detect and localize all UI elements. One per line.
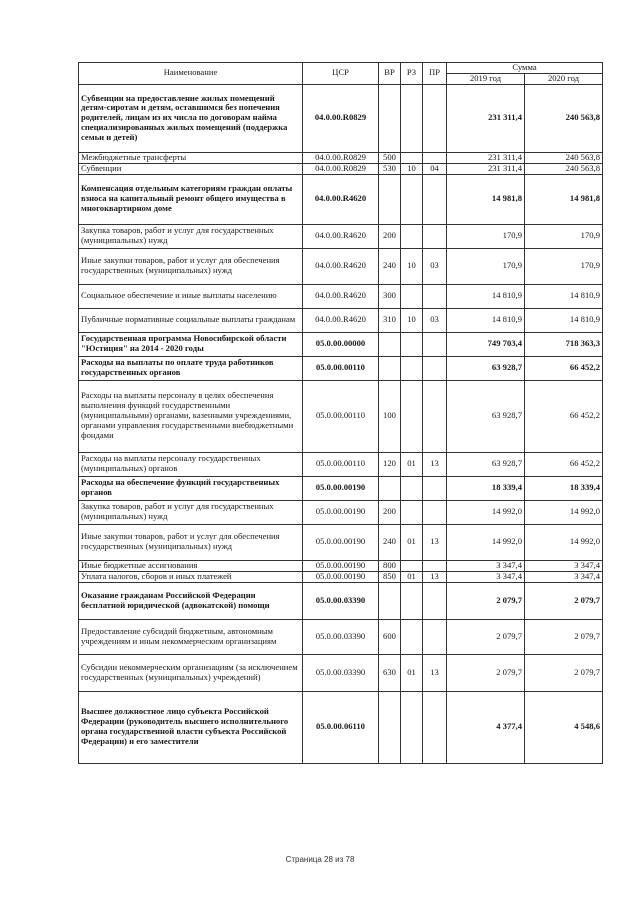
cell-csr: 04.0.00.R0829 [303, 163, 379, 174]
table-row [79, 619, 603, 654]
cell-name: Иные закупки товаров, работ и услуг для обеспечения государственных (муниципальных) нужд [79, 248, 303, 284]
cell-rz [401, 284, 423, 308]
cell-2019: 2 079,7 [447, 582, 525, 619]
cell-2020: 14 992,0 [525, 500, 603, 524]
cell-2019: 170,9 [447, 248, 525, 284]
cell-pr: 13 [423, 452, 447, 476]
cell-vr: 800 [379, 560, 401, 571]
cell-csr: 05.0.00.00000 [303, 332, 379, 356]
cell-pr: 13 [423, 571, 447, 582]
cell-name: Закупка товаров, работ и услуг для государственных (муниципальных) нужд [79, 500, 303, 524]
table-row [79, 356, 603, 380]
cell-rz [401, 619, 423, 654]
cell-2019: 2 079,7 [447, 619, 525, 654]
cell-name: Субсидии некоммерческим организациям (за исключением государственных (муниципальных) учреждений) [79, 654, 303, 691]
cell-2019: 63 928,7 [447, 452, 525, 476]
cell-vr: 630 [379, 654, 401, 691]
cell-pr [423, 582, 447, 619]
cell-name: Иные бюджетные ассигнования [79, 560, 303, 571]
cell-csr: 05.0.00.00110 [303, 356, 379, 380]
table-row [79, 582, 603, 619]
cell-name: Предоставление субсидий бюджетным, автономным учреждениям и иным некоммерческим организациям [79, 619, 303, 654]
cell-2019: 3 347,4 [447, 560, 525, 571]
cell-2020: 3 347,4 [525, 571, 603, 582]
cell-csr: 05.0.00.00190 [303, 524, 379, 560]
table-row [79, 84, 603, 152]
cell-2020: 14 981,8 [525, 174, 603, 224]
cell-rz [401, 582, 423, 619]
cell-rz [401, 224, 423, 248]
cell-name: Социальное обеспечение и иные выплаты населению [79, 284, 303, 308]
cell-rz [401, 152, 423, 163]
cell-pr [423, 500, 447, 524]
table-row [79, 248, 603, 284]
cell-vr [379, 582, 401, 619]
cell-vr: 200 [379, 500, 401, 524]
cell-2020: 170,9 [525, 248, 603, 284]
cell-name: Уплата налогов, сборов и иных платежей [79, 571, 303, 582]
cell-csr: 04.0.00.R0829 [303, 152, 379, 163]
cell-2019: 170,9 [447, 224, 525, 248]
cell-vr: 100 [379, 380, 401, 452]
cell-rz [401, 560, 423, 571]
cell-csr: 05.0.00.06110 [303, 691, 379, 763]
cell-vr: 240 [379, 248, 401, 284]
cell-vr [379, 691, 401, 763]
table-row [79, 500, 603, 524]
cell-2020: 2 079,7 [525, 654, 603, 691]
cell-name: Расходы на выплаты по оплате труда работников государственных органов [79, 356, 303, 380]
cell-csr: 04.0.00.R0829 [303, 84, 379, 152]
table-row [79, 163, 603, 174]
table-row [79, 524, 603, 560]
cell-2020: 718 363,3 [525, 332, 603, 356]
cell-name: Иные закупки товаров, работ и услуг для обеспечения государственных (муниципальных) нужд [79, 524, 303, 560]
cell-rz: 01 [401, 524, 423, 560]
cell-rz: 10 [401, 163, 423, 174]
cell-vr: 600 [379, 619, 401, 654]
cell-2019: 3 347,4 [447, 571, 525, 582]
cell-rz [401, 476, 423, 500]
col-header-vr: ВР [379, 63, 401, 85]
table-row [79, 308, 603, 332]
cell-name: Расходы на выплаты персоналу в целях обеспечения выполнения функций государственными (муниципальными) органами, казенными учреждениями, органами управления государственными внебюджетными фондами [79, 380, 303, 452]
cell-pr [423, 560, 447, 571]
cell-rz: 10 [401, 248, 423, 284]
cell-vr: 120 [379, 452, 401, 476]
cell-rz: 10 [401, 308, 423, 332]
cell-2019: 4 377,4 [447, 691, 525, 763]
col-header-2019: 2019 год [447, 73, 525, 84]
cell-rz: 01 [401, 452, 423, 476]
cell-name: Компенсация отдельным категориям граждан оплаты взноса на капитальный ремонт общего имущества в многоквартирном доме [79, 174, 303, 224]
cell-pr [423, 224, 447, 248]
cell-pr: 13 [423, 524, 447, 560]
cell-vr: 200 [379, 224, 401, 248]
cell-name: Государственная программа Новосибирской области "Юстиция" на 2014 - 2020 годы [79, 332, 303, 356]
cell-2019: 18 339,4 [447, 476, 525, 500]
cell-vr: 240 [379, 524, 401, 560]
col-header-2020: 2020 год [525, 73, 603, 84]
cell-2019: 14 992,0 [447, 500, 525, 524]
cell-2020: 14 810,9 [525, 308, 603, 332]
cell-name: Расходы на выплаты персоналу государственных (муниципальных) органов [79, 452, 303, 476]
cell-name: Расходы на обеспечение функций государственных органов [79, 476, 303, 500]
col-header-pr: ПР [423, 63, 447, 85]
cell-rz [401, 691, 423, 763]
table-row [79, 476, 603, 500]
cell-name: Публичные нормативные социальные выплаты гражданам [79, 308, 303, 332]
table-row [79, 452, 603, 476]
cell-rz [401, 174, 423, 224]
cell-pr [423, 284, 447, 308]
cell-2019: 231 311,4 [447, 163, 525, 174]
cell-csr: 05.0.00.00110 [303, 452, 379, 476]
cell-2020: 66 452,2 [525, 356, 603, 380]
cell-pr [423, 476, 447, 500]
cell-name: Оказание гражданам Российской Федерации бесплатной юридической (адвокатской) помощи [79, 582, 303, 619]
cell-2019: 749 703,4 [447, 332, 525, 356]
cell-2019: 14 810,9 [447, 308, 525, 332]
cell-name: Закупка товаров, работ и услуг для государственных (муниципальных) нужд [79, 224, 303, 248]
cell-2020: 18 339,4 [525, 476, 603, 500]
cell-rz [401, 500, 423, 524]
cell-csr: 05.0.00.00190 [303, 476, 379, 500]
table-row [79, 174, 603, 224]
cell-vr: 310 [379, 308, 401, 332]
cell-csr: 05.0.00.00110 [303, 380, 379, 452]
cell-pr: 04 [423, 163, 447, 174]
cell-pr: 03 [423, 308, 447, 332]
cell-csr: 04.0.00.R4620 [303, 224, 379, 248]
cell-2019: 63 928,7 [447, 380, 525, 452]
page-footer: Страница 28 из 78 [285, 855, 355, 864]
cell-2020: 14 992,0 [525, 524, 603, 560]
cell-2019: 231 311,4 [447, 84, 525, 152]
cell-2020: 240 563,8 [525, 163, 603, 174]
cell-2019: 2 079,7 [447, 654, 525, 691]
cell-2020: 240 563,8 [525, 152, 603, 163]
col-header-csr: ЦСР [303, 63, 379, 85]
cell-rz: 01 [401, 654, 423, 691]
cell-csr: 05.0.00.03390 [303, 654, 379, 691]
cell-rz [401, 84, 423, 152]
cell-name: Субвенции [79, 163, 303, 174]
cell-2020: 240 563,8 [525, 84, 603, 152]
cell-pr [423, 691, 447, 763]
table-row [79, 152, 603, 163]
table-row [79, 284, 603, 308]
cell-vr: 300 [379, 284, 401, 308]
cell-vr [379, 174, 401, 224]
cell-2020: 4 548,6 [525, 691, 603, 763]
cell-vr [379, 476, 401, 500]
cell-vr [379, 84, 401, 152]
table-row [79, 654, 603, 691]
cell-2019: 14 810,9 [447, 284, 525, 308]
cell-csr: 04.0.00.R4620 [303, 174, 379, 224]
cell-csr: 04.0.00.R4620 [303, 308, 379, 332]
cell-pr [423, 380, 447, 452]
table-body [79, 84, 603, 763]
cell-2019: 231 311,4 [447, 152, 525, 163]
cell-rz [401, 332, 423, 356]
cell-2019: 14 981,8 [447, 174, 525, 224]
cell-csr: 04.0.00.R4620 [303, 248, 379, 284]
table-row [79, 691, 603, 763]
table-row [79, 332, 603, 356]
cell-2020: 14 810,9 [525, 284, 603, 308]
cell-2020: 170,9 [525, 224, 603, 248]
cell-2020: 3 347,4 [525, 560, 603, 571]
cell-pr [423, 356, 447, 380]
cell-pr [423, 619, 447, 654]
cell-name: Субвенции на предоставление жилых помещений детям-сиротам и детям, оставшимся без попечения родителей, лицам из их числа по договорам найма специализированных жилых помещений (поддержка семьи и детей) [79, 84, 303, 152]
cell-csr: 04.0.00.R4620 [303, 284, 379, 308]
cell-csr: 05.0.00.00190 [303, 560, 379, 571]
col-header-rz: РЗ [401, 63, 423, 85]
col-header-sum: Сумма [447, 63, 603, 74]
header-row-top [79, 63, 603, 74]
table-row [79, 380, 603, 452]
cell-pr [423, 152, 447, 163]
cell-2019: 14 992,0 [447, 524, 525, 560]
cell-vr [379, 356, 401, 380]
cell-csr: 05.0.00.00190 [303, 500, 379, 524]
table-row [79, 571, 603, 582]
cell-rz: 01 [401, 571, 423, 582]
table-row [79, 560, 603, 571]
cell-csr: 05.0.00.03390 [303, 582, 379, 619]
cell-csr: 05.0.00.03390 [303, 619, 379, 654]
cell-2020: 66 452,2 [525, 380, 603, 452]
cell-2020: 66 452,2 [525, 452, 603, 476]
cell-2020: 2 079,7 [525, 619, 603, 654]
cell-vr: 530 [379, 163, 401, 174]
cell-vr: 850 [379, 571, 401, 582]
budget-table [78, 62, 603, 764]
table-row [79, 224, 603, 248]
cell-csr: 05.0.00.00190 [303, 571, 379, 582]
cell-vr [379, 332, 401, 356]
cell-rz [401, 380, 423, 452]
cell-name: Межбюджетные трансферты [79, 152, 303, 163]
col-header-name: Наименование [79, 63, 303, 85]
cell-2019: 63 928,7 [447, 356, 525, 380]
cell-pr [423, 174, 447, 224]
cell-vr: 500 [379, 152, 401, 163]
cell-rz [401, 356, 423, 380]
cell-pr [423, 84, 447, 152]
cell-name: Высшее должностное лицо субъекта Российской Федерации (руководитель высшего исполнительного органа государственной власти субъекта Российской Федерации) и его заместители [79, 691, 303, 763]
cell-pr: 03 [423, 248, 447, 284]
cell-pr: 13 [423, 654, 447, 691]
cell-pr [423, 332, 447, 356]
cell-2020: 2 079,7 [525, 582, 603, 619]
